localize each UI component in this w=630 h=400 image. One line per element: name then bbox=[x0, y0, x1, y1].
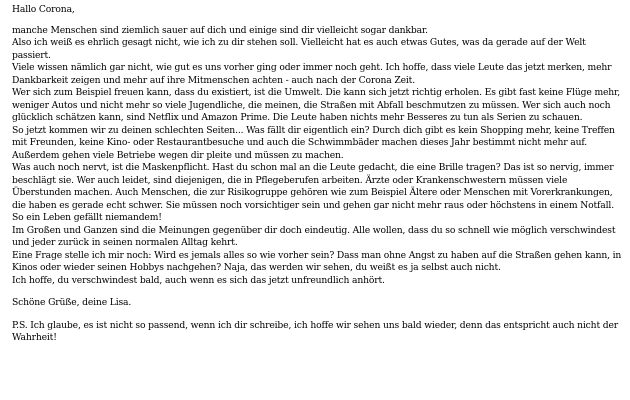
letter-paragraph: Viele wissen nämlich gar nicht, wie gut es uns vorher ging oder immer noch geht. Ich hoffe, dass viele Leute das jetzt merken, mehr Dankbarkeit zeigen und mehr auf ihre Mitmenschen achten - auch nach der Corona Zeit. bbox=[12, 62, 612, 86]
letter-paragraph: Wer sich zum Beispiel freuen kann, dass du existiert, ist die Umwelt. Die kann sich jetzt richtig erholen. Es gibt fast keine Flüge mehr, weniger Autos und nicht mehr so viele Jugendliche, die meinen, die Straßen mit Abfall beschmutzen zu müssen. Wer sich auch noch glücklich schätzen kann, sind Netflix und Amazon Prime. Die Leute haben nichts mehr Besseres zu tun als Serien zu schauen. bbox=[12, 87, 621, 123]
letter-paragraph: Im Großen und Ganzen sind die Meinungen gegenüber dir doch eindeutig. Alle wollen, dass du so schnell wie möglich verschwindest und jeder zurück in seinen normalen Alltag kehrt. bbox=[12, 224, 616, 248]
letter-paragraph: So jetzt kommen wir zu deinen schlechten Seiten... Was fällt dir eigentlich ein? Durch dich gibt es kein Shopping mehr, keine Treffen mit Freunden, keine Kino- oder Restaurantbesuche und auch die Schwimmbäder machen dieses Jahr bestimmt nicht mehr auf. Außerdem gehen viele Betriebe wegen dir pleite und müssen zu machen. bbox=[12, 124, 615, 161]
letter-paragraph: Eine Frage stelle ich mir noch: Wird es jemals alles so wie vorher sein? Dass man ohne Angst zu haben auf die Straßen gehen kann, in Kinos oder wieder seinen Hobbys nachgehen? Naja, das werden wir sehen, du weißt es ja selbst auch nicht. bbox=[12, 249, 622, 273]
letter-paragraph: Ich hoffe, du verschwindest bald, auch wenn es sich das jetzt unfreundlich anhört. bbox=[12, 274, 385, 286]
letter-signoff: Schöne Grüße, deine Lisa. bbox=[12, 297, 132, 308]
letter-paragraph: manche Menschen sind ziemlich sauer auf dich und einige sind dir vielleicht sogar dankbar. bbox=[12, 24, 428, 36]
letter-paragraph: Was auch noch nervt, ist die Maskenpflicht. Hast du schon mal an die Leute gedacht, die eine Brille tragen? Das ist so nervig, immer beschlägt sie. Wer auch leidet, sind diejenigen, die in Pflegeberufen arbeiten. Ärzte oder Krankenschwestern müssen viele Überstunden machen. Auch Menschen, die zur Risikogruppe gehören wie zum Beispiel Ältere oder Menschen mit Vorerkrankungen, die haben es gerade echt schwer. Sie müssen noch vorsichtiger sein und gehen gar nicht mehr raus oder höchstens in einem Notfall. So ein Leben gefällt niemandem! bbox=[12, 162, 614, 223]
letter-page bbox=[12, 4, 624, 345]
letter-greeting: Hallo Corona, bbox=[12, 4, 75, 15]
letter-body bbox=[12, 4, 624, 345]
letter-postscript: P.S. Ich glaube, es ist nicht so passend, wenn ich dir schreibe, ich hoffe wir sehen uns bald wieder, denn das entspricht auch nicht der Wahrheit! bbox=[12, 319, 619, 343]
letter-paragraph: Also ich weiß es ehrlich gesagt nicht, wie ich zu dir stehen soll. Vielleicht hat es auch etwas Gutes, was da gerade auf der Welt passiert. bbox=[12, 37, 586, 61]
